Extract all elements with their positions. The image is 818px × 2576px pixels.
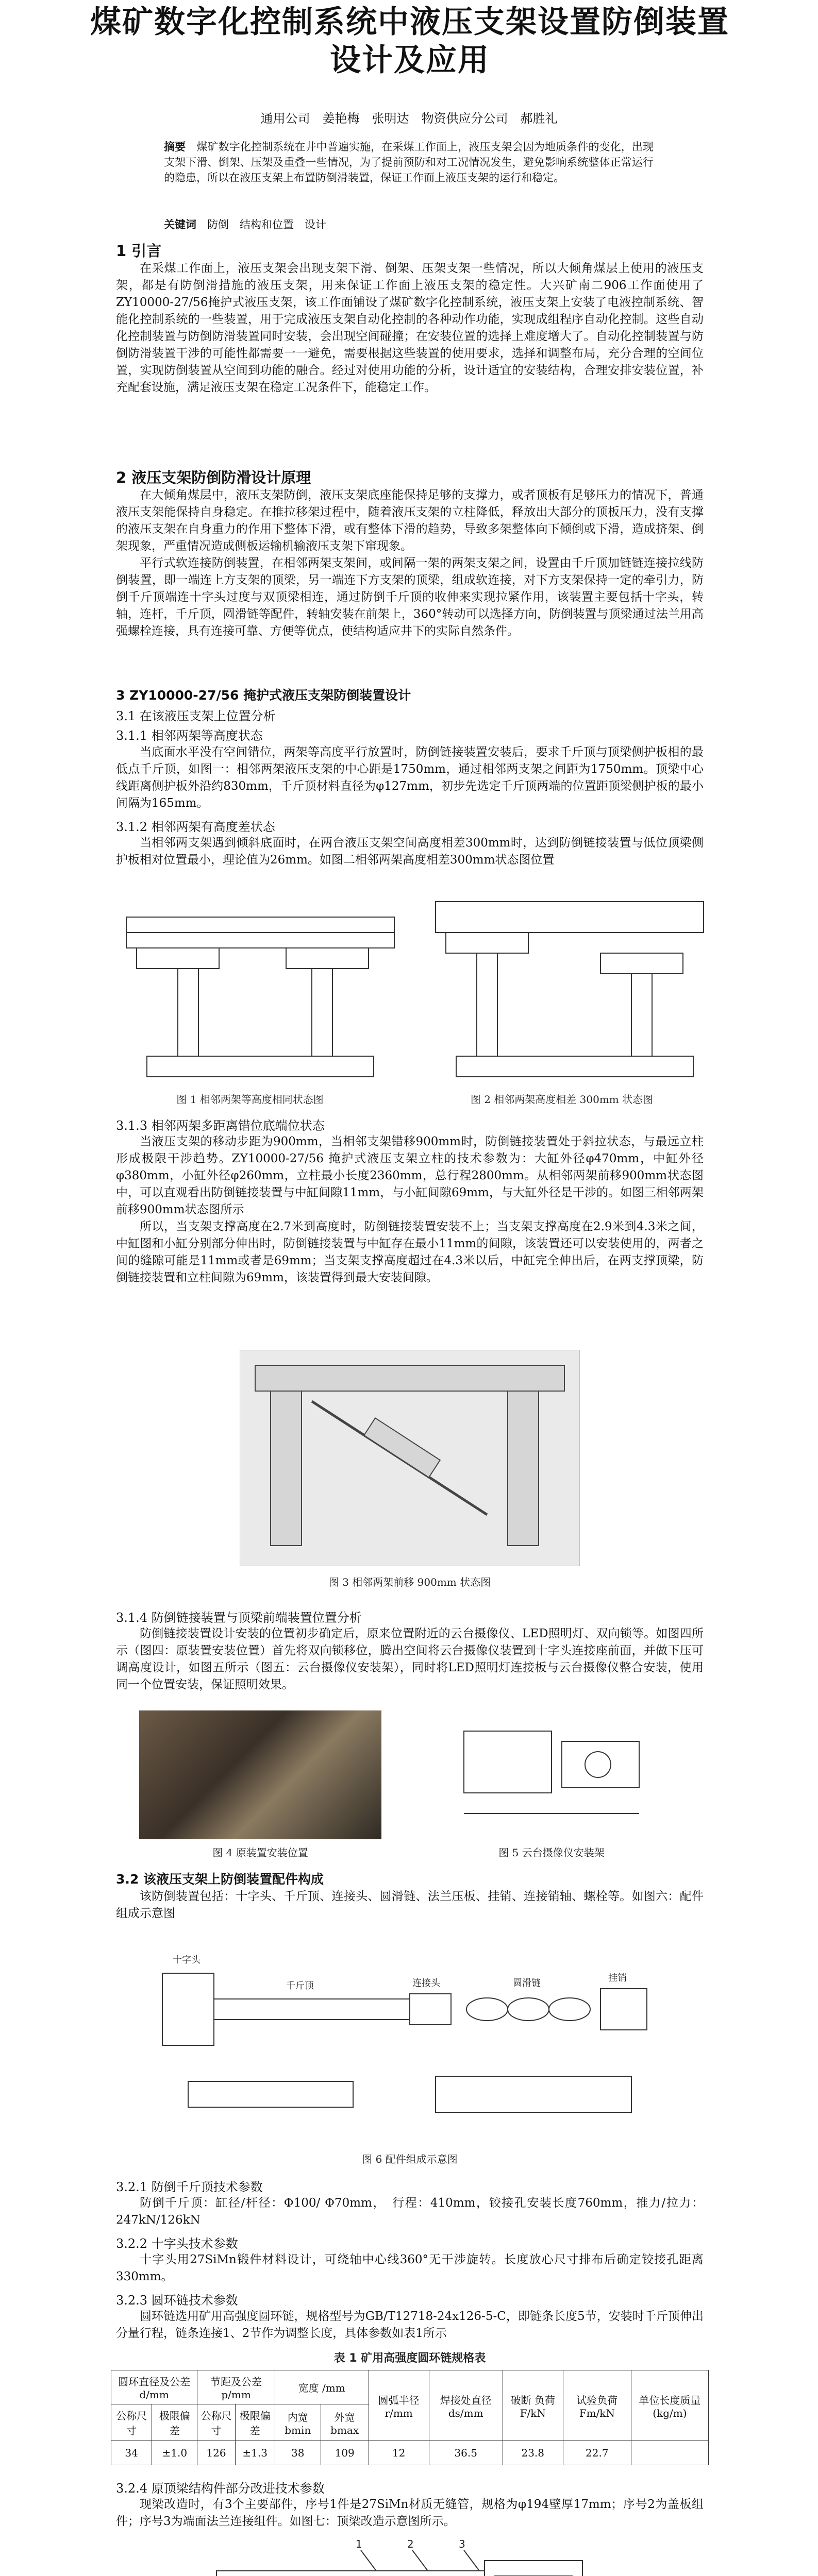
table-header-cell: 圆弧半径 r/mm	[369, 2370, 429, 2441]
table-header-cell: 公称尺寸	[197, 2404, 235, 2441]
table-header-cell: 极限偏差	[235, 2404, 275, 2441]
paragraph: 十字头用27SiMn锻件材料设计，可绕轴中心线360°无干涉旋转。长度放心尺寸排布后确定铰接孔距离330mm。	[116, 2253, 704, 2283]
table-header-cell: 单位长度质量(kg/m)	[631, 2370, 708, 2441]
section-3-1-1-body	[116, 744, 704, 812]
table-header-cell: 圆环直径及公差 d/mm	[111, 2370, 197, 2404]
figure-5-drawing	[443, 1710, 660, 1839]
table-header-cell: 宽度 /mm	[275, 2370, 369, 2404]
table-header-cell: 破断 负荷 F/kN	[503, 2370, 563, 2441]
section-3-2-3-body	[116, 2308, 704, 2342]
fig7-callout: 3	[459, 2540, 465, 2550]
keywords	[164, 216, 654, 232]
figure-4-caption: 图 4 原装置安装位置	[212, 1846, 308, 1859]
fig6-label: 连接头	[412, 1978, 440, 1989]
section-3-1-4-heading: 3.1.4 防倒链接装置与顶梁前端装置位置分析	[116, 1611, 362, 1625]
section-3-2-1-body	[116, 2195, 704, 2229]
table-header-cell: 极限偏差	[152, 2404, 197, 2441]
abstract	[164, 139, 654, 185]
section-3-heading: 3 ZY10000-27/56 掩护式液压支架防倒装置设计	[116, 688, 411, 703]
paragraph: 当底面水平没有空间错位，两架等高度平行放置时，防倒链接装置安装后，要求千斤顶与顶梁侧护板相的最低点千斤顶，如图一：相邻两架液压支架的中心距是1750mm，通过相邻两支架之间距为1750mm。顶梁中心线距离侧护板外沿约830mm，千斤顶材料直径为φ127mm，初步先选定千斤顶两端的位置距顶梁侧护板的最小间隔为165mm。	[116, 745, 704, 810]
section-3-1-3-heading: 3.1.3 相邻两架多距离错位底端位状态	[116, 1118, 325, 1133]
table-cell: ±1.3	[235, 2441, 275, 2465]
spec-table	[111, 2370, 709, 2465]
fig6-label: 圆滑链	[513, 1978, 541, 1989]
section-3-1-4-body	[116, 1625, 704, 1693]
section-1-body	[116, 260, 704, 396]
paragraph: 平行式软连接防倒装置，在相邻两架支架间，或间隔一架的两架支架之间，设置由千斤顶加链链连接拉线防倒装置，即一端连上方支架的顶梁，另一端连下方支架的顶梁，组成软连接，对下方支架保持一定的牵引力，防倒千斤顶端连十字头过度与双顶梁相连，通过防倒千斤顶的收伸来实现拉紧作用，该装置主要包括十字头，转轴，连杆，千斤顶，圆滑链等配件，转轴安装在前架上，360°转动可以选择方向，防倒装置与顶梁通过法兰用高强螺栓连接，具有连接可靠、方便等优点，使结构适应井下的实际自然条件。	[116, 556, 704, 638]
table-cell: 38	[275, 2441, 321, 2465]
table-cell	[631, 2441, 708, 2465]
paragraph: 现梁改造时，有3个主要部件，序号1件是27SiMn材质无缝管，规格为φ194壁厚17mm；序号2为盖板组件；序号3为端面法兰连接组件。如图七：顶梁改造示意图所示。	[116, 2498, 704, 2528]
figure-2-caption: 图 2 相邻两架高度相差 300mm 状态图	[470, 1093, 654, 1106]
authors: 通用公司 姜艳梅 张明达 物资供应分公司 郝胜礼	[260, 111, 558, 126]
section-3-1-3-body	[116, 1133, 704, 1286]
paragraph: 在大倾角煤层中，液压支架防倒，液压支架底座能保持足够的支撑力，或者顶板有足够压力的情况下，普通液压支架能保持自身稳定。在推拉移架过程中，随着液压支架的立柱降低，释放出大部分的顶板压力，没有支撑的液压支架在自身重力的作用下整体下滑，或有整体下滑的趋势，导致多架整体向下倾倒或下滑，造成挤架、倒架现象，严重情况造成侧板运输机输液压支架下窜现象。	[116, 488, 704, 553]
section-3-1-1-heading: 3.1.1 相邻两架等高度状态	[116, 728, 263, 743]
section-3-1-2-body	[116, 835, 704, 869]
keywords-label: 关键词	[164, 218, 196, 231]
paragraph: 当液压支架的移动步距为900mm，当相邻支架错移900mm时，防倒链接装置处于斜拉状态，与最远立柱形成极限干涉趋势。ZY10000-27/56 掩护式液压支架立柱的技术参数为：大缸外径φ470mm，中缸外径φ380mm，小缸外径φ260mm，立柱最小长度2360mm，总行程2800mm。从相邻两架前移900mm状态图中，可以直观看出防倒链接装置与中缸间隙11mm，与小缸间隙69mm，与大缸外径是干涉的。如图三相邻两架前移900mm状态图所示	[116, 1135, 704, 1216]
table-row	[111, 2441, 709, 2465]
fig7-callout: 2	[407, 2540, 414, 2550]
section-3-1-heading: 3.1 在该液压支架上位置分析	[116, 709, 276, 723]
paragraph: 圆环链选用矿用高强度圆环链，规格型号为GB/T12718-24x126-5-C，即链条长度5节，安装时千斤顶伸出分量行程，链条连接1、2节作为调整长度，具体参数如表1所示	[116, 2310, 704, 2340]
figure-1-caption: 图 1 相邻两架等高度相同状态图	[176, 1093, 324, 1106]
fig6-label: 千斤顶	[286, 1980, 314, 1991]
section-3-2-4-body	[116, 2496, 704, 2530]
paragraph: 该防倒装置包括：十字头、千斤顶、连接头、圆滑链、法兰压板、挂销、连接销轴、螺栓等。如图六：配件组成示意图	[116, 1890, 704, 1920]
paragraph: 当相邻两支架遇到倾斜底面时，在两台液压支架空间高度相差300mm时，达到防倒链接装置与低位顶梁侧护板相对位置最小，理论值为26mm。如图二相邻两架高度相差300mm状态图位置	[116, 836, 704, 867]
table-cell: 34	[111, 2441, 152, 2465]
figure-1-2-drawing	[116, 896, 709, 1087]
table-cell: 12	[369, 2441, 429, 2465]
table-cell: 23.8	[503, 2441, 563, 2465]
page-title: 煤矿数字化控制系统中液压支架设置防倒装置设计及应用	[90, 4, 729, 78]
table-header-cell: 试验负荷 Fm/kN	[563, 2370, 631, 2441]
figure-5-caption: 图 5 云台摄像仪安装架	[498, 1846, 605, 1859]
table-cell: 109	[321, 2441, 369, 2465]
section-3-2-3-heading: 3.2.3 圆环链技术参数	[116, 2293, 238, 2308]
table-1-title: 表 1 矿用高强度圆环链规格表	[333, 2352, 486, 2365]
section-1-heading: 1 引言	[116, 242, 162, 260]
figure-6-caption: 图 6 配件组成示意图	[362, 2153, 458, 2165]
paragraph: 防倒千斤顶：缸径/杆径：Φ100/ Φ70mm， 行程：410mm，铰接孔安装长度760mm，推力/拉力：247kN/126kN	[116, 2196, 704, 2227]
abstract-text: 煤矿数字化控制系统在井中普遍实施，在采煤工作面上，液压支架会因为地质条件的变化，出现支架下滑、倒架、压架及重叠一些情况，为了提前预防和对工况情况发生，避免影响系统整体正常运行的隐患，所以在液压支架上布置防倒滑装置，保证工作面上液压支架的运行和稳定。	[164, 141, 654, 184]
table-cell: 22.7	[563, 2441, 631, 2465]
paragraph: 防倒链接装置设计安装的位置初步确定后，原来位置附近的云台摄像仪、LED照明灯、双向锁等。如图四所示（图四：原装置安装位置）首先将双向锁移位，腾出空间将云台摄像仪装置到十字头连接座前面，并做下压可调高度设计，如图五所示（图五：云台摄像仪安装架），同时将LED照明灯连接板与云台摄像仪整合安装，使用同一个位置安装，保证照明效果。	[116, 1627, 704, 1691]
paragraph: 在采煤工作面上，液压支架会出现支架下滑、倒架、压架支架一些情况，所以大倾角煤层上使用的液压支架，都是有防倒滑措施的液压支架，用来保证工作面上液压支架的稳定性。大兴矿南二906工作面使用了ZY10000-27/56掩护式液压支架，该工作面铺设了煤矿数字化控制系统，液压支架上安装了电液控制系统、智能化控制系统的一些装置，用于完成液压支架自动化控制的各种动作功能，实现成组程序自动化控制。这些自动化控制装置与防倒防滑装置同时安装，会出现空间碰撞；在安装位置的选择上难度增大了。自动化控制装置与防倒防滑装置干涉的可能性都需要一一避免，需要根据这些装置的使用要求，选择和调整布局，充分合理的空间位置，实现防倒装置从空间到功能的融合。经过对使用功能的分析，设计适宜的安装结构，合理安排安装位置，补充配套设施，满足液压支架在稳定工况条件下，能稳定工作。	[116, 262, 704, 394]
section-3-1-2-heading: 3.1.2 相邻两架有高度差状态	[116, 820, 275, 834]
figure-7-drawing	[206, 2540, 613, 2576]
paragraph: 所以，当支架支撑高度在2.7米到高度时，防倒链接装置安装不上；当支架支撑高度在2.9米到4.3米之间，中缸图和小缸分别部分伸出时，防倒链接装置与中缸存在最小11mm的间隙，该装置还可以安装使用的，两者之间的缝隙可能是11mm或者是69mm；当支架支撑高度超过在4.3米以后，中缸完全伸出后，在两支撑顶梁，防倒链接装置和立柱间隙为69mm，该装置得到最大安装间隙。	[116, 1220, 704, 1284]
figure-3-caption: 图 3 相邻两架前移 900mm 状态图	[328, 1576, 491, 1588]
table-header-cell: 节距及公差 p/mm	[197, 2370, 275, 2404]
section-3-2-4-heading: 3.2.4 原顶梁结构件部分改进技术参数	[116, 2481, 325, 2496]
figure-3-drawing	[240, 1350, 580, 1566]
abstract-label: 摘要	[164, 140, 186, 153]
fig6-label: 十字头	[173, 1955, 201, 1965]
table-header-row	[111, 2370, 709, 2404]
section-3-2-1-heading: 3.2.1 防倒千斤顶技术参数	[116, 2180, 263, 2194]
figure-6-drawing	[157, 1927, 662, 2143]
keywords-text: 防倒 结构和位置 设计	[207, 218, 326, 231]
section-3-2-heading: 3.2 该液压支架上防倒装置配件构成	[116, 1872, 324, 1887]
table-header-cell: 公称尺寸	[111, 2404, 152, 2441]
table-cell: 126	[197, 2441, 235, 2465]
figure-4-photo	[139, 1710, 381, 1839]
fig6-label: 挂销	[608, 1973, 627, 1984]
section-2-body	[116, 487, 704, 640]
section-3-2-2-heading: 3.2.2 十字头技术参数	[116, 2236, 238, 2251]
table-header-cell: 内宽 bmin	[275, 2404, 321, 2441]
section-3-2-body	[116, 1888, 704, 1922]
section-2-heading: 2 液压支架防倒防滑设计原理	[116, 469, 311, 486]
fig7-callout: 1	[356, 2540, 362, 2550]
table-cell: 36.5	[429, 2441, 503, 2465]
table-header-cell: 焊接处直径 ds/mm	[429, 2370, 503, 2441]
section-3-2-2-body	[116, 2251, 704, 2285]
table-header-cell: 外宽 bmax	[321, 2404, 369, 2441]
table-cell: ±1.0	[152, 2441, 197, 2465]
